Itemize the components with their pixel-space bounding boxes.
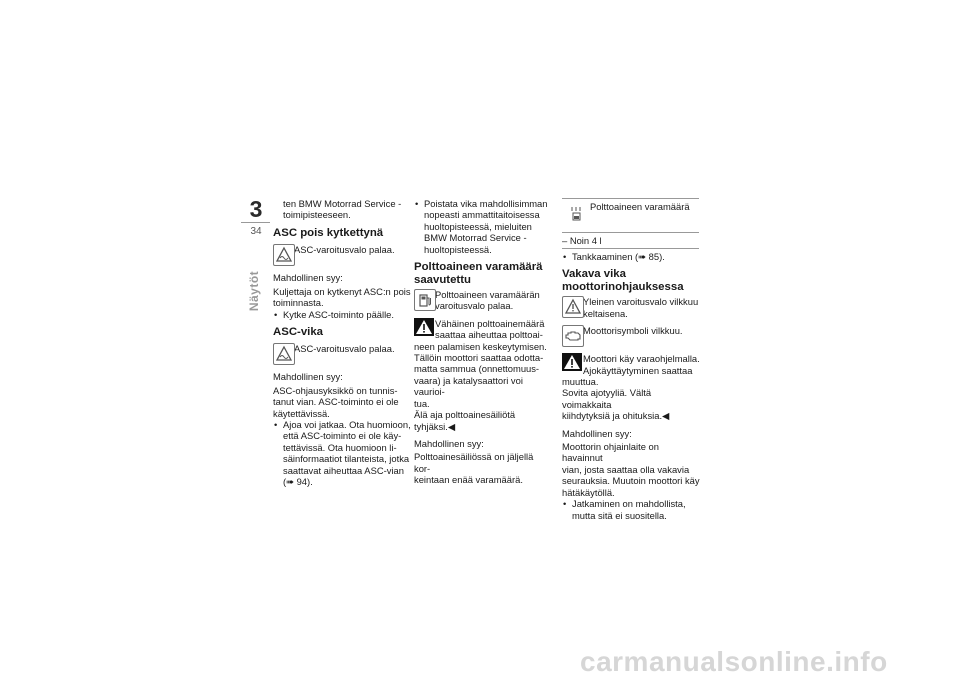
action-bullet: • Jatkaminen on mahdollista, mutta sitä ei suositella. (562, 498, 700, 521)
action-bullet: • Tankkaaminen (➠ 85). (562, 251, 700, 262)
cause-label: Mahdollinen syy: (414, 437, 484, 449)
fuel-warning: Vähäinen polttoainemäärä saattaa aiheuttaa polttoai- (414, 318, 552, 341)
general-warning-icon (562, 296, 584, 318)
asc-warning-icon (273, 244, 295, 266)
engine-warning: Moottori käy varaohjelmalla. Ajokäyttäytyminen saattaa (562, 353, 700, 376)
spec-dash: – (562, 235, 570, 246)
chapter-divider (241, 222, 270, 223)
spec-value: Noin 4 l (569, 235, 602, 246)
spec-label: Polttoaineen varamäärä (590, 201, 690, 212)
heading-asc-fault: ASC-vika (273, 325, 324, 338)
action-bullet: • Ajoa voi jatkaa. Ota huomioon, että ASC-toiminto ei ole käy- tettävissä. Ota huomioon li- säinformaatiot tilanteista, jotka saattavat aiheuttaa ASC-vian (➠ 94). (273, 419, 411, 487)
fuel-gauge-icon (570, 205, 584, 221)
fuel-pump-icon (414, 289, 436, 311)
column-2: • Poistata vika mahdollisimman nopeasti ammattitaitoisessa huoltopisteessä, mieluiten BMW Motorrad Service - huoltopisteessä. Polttoaineen varamäärä saavutettu Polttoaineen varamäärän varoitusvalo palaa. Vähäinen polttoainemäärä saattaa aiheuttaa polttoai- neen palamisen keskeytymisen. Tällöin moottori saattaa odotta- matta sammua (onnettomuus- vaara) ja katalysaattori voi vaurioi- tua. Älä aja polttoainesäiliötä tyhjäksi.◀ Mahdollinen syy: Polttoainesäiliössä on jäljellä kor- keintaan enää varamäärä. (414, 198, 552, 486)
column-1: ten BMW Motorrad Service - toimipisteeseen. ASC pois kytkettynä ASC-varoitusvalo palaa. Mahdollinen syy: Kuljettaja on kytkenyt ASC:n pois toiminnasta. • Kytke ASC-toiminto päälle. ASC-vika ASC-varoitusvalo palaa. Mahdollinen syy: ASC-ohjausyksikkö on tunnis- tanut vian. ASC-toiminto ei ole käytettävissä. • Ajoa voi jatkaa. Ota huomioon, että ASC-toiminto ei ole käy- tettävissä. Ota huomioon li- säinformaatiot tilanteista, jotka saattavat aiheuttaa ASC-vian (➠ 94). (273, 198, 411, 488)
action-bullet: • Poistata vika mahdollisimman nopeasti ammattitaitoisessa huoltopisteessä, mieluiten BMW Motorrad Service - huoltopisteessä. (414, 198, 552, 255)
heading-asc-off: ASC pois kytkettynä (273, 226, 384, 239)
warning-triangle-icon (562, 353, 582, 371)
heading-engine-fault: Vakava vika moottorinohjauksessa (562, 268, 684, 293)
asc-warning-icon (273, 343, 295, 365)
cause-label: Mahdollinen syy: (273, 272, 343, 284)
heading-fuel-reserve: Polttoaineen varamäärä saavutettu (414, 261, 543, 286)
fuel-indicator-row: Polttoaineen varamäärän varoitusvalo palaa. (414, 289, 552, 312)
engine-symbol-row: Moottorisymboli vilkkuu. (562, 325, 700, 347)
chapter-title: Näytöt (247, 270, 261, 312)
general-warning-row: Yleinen varoitusvalo vilkkuu keltaisena. (562, 296, 700, 319)
page-number: 34 (250, 226, 262, 237)
cause-label: Mahdollinen syy: (273, 371, 343, 383)
asc-indicator-row-2: ASC-varoitusvalo palaa. (273, 343, 411, 365)
action-bullet: • Kytke ASC-toiminto päälle. (273, 309, 411, 320)
warning-triangle-icon (414, 318, 434, 336)
watermark: carmanualsonline.info (580, 646, 888, 677)
asc-indicator-row: ASC-varoitusvalo palaa. (273, 244, 411, 266)
cause-label: Mahdollinen syy: (562, 427, 632, 439)
spec-table (562, 198, 699, 249)
intro-text: ten BMW Motorrad Service - toimipisteeseen. (283, 198, 402, 221)
chapter-number: 3 (249, 196, 263, 222)
engine-icon (562, 325, 584, 347)
column-3: Polttoaineen varamäärä – Noin 4 l • Tankkaaminen (➠ 85). Vakava vika moottorinohjauksessa Yleinen varoitusvalo vilkkuu keltaisena. Moottorisymboli vilkkuu. Moottori käy varaohjelmalla. Ajokäyttäytyminen saattaa muuttua. Sovita ajotyyliä. Vältä voimakkaita kiihdytyksiä ja ohituksia.◀ Mahdollinen syy: Moottorin ohjainlaite on havainnut vian, josta saattaa olla vakavia seurauksia. Muutoin moottori käy hätäkäytöllä. • Jatkaminen on mahdollista, mutta sitä ei suositella. (562, 198, 700, 521)
